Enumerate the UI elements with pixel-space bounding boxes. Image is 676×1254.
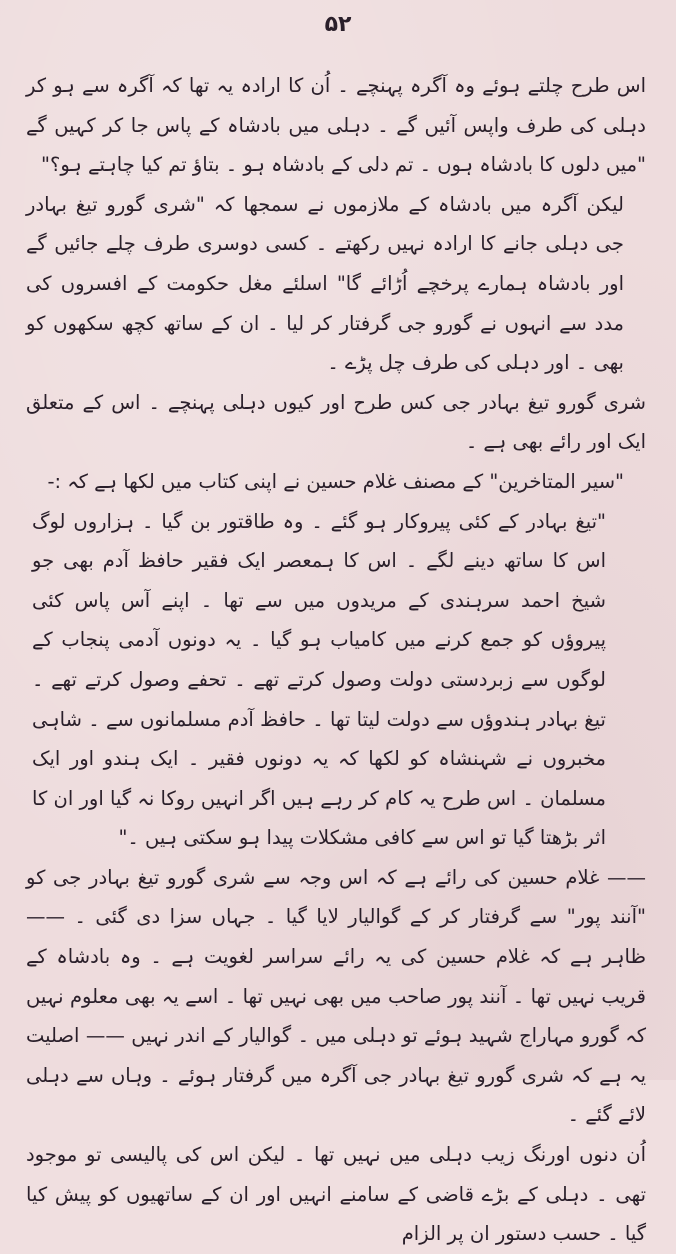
paragraph-agra-arrival: اس طرح چلتے ہوئے وہ آگرہ پہنچے ۔ اُن کا ارادہ یہ تھا کہ آگرہ سے ہو کر دہلی کی طرف واپس آئیں گے ۔ دہلی میں بادشاہ کے پاس جا کر کہیں گے "میں دلوں کا بادشاہ ہوں ۔ تم دلی کے بادشاہ ہو ۔ بتاؤ تم کیا چاہتے ہو؟" [26,74,646,177]
paragraph-arrest-in-agra: لیکن آگرہ میں بادشاہ کے ملازموں نے سمجھا کہ "شری گورو تیغ بہادر جی دہلی جانے کا ارادہ نہیں رکھتے ۔ کسی دوسری طرف چلے جائیں گے اور بادشاہ ہمارے پرخچے اُڑائے گا" اسلئے مغل حکومت کے افسروں کی مدد سے انہوں نے گورو جی گرفتار کر لیا ۔ ان کے ساتھ کچھ سکھوں کو بھی ۔ اور دہلی کی طرف چل پڑے ۔ [26,192,624,375]
page-number: ۵۲ [324,12,352,37]
paragraph-quoted-passage: "تیغ بہادر کے کئی پیروکار ہو گئے ۔ وہ طاقتور بن گیا ۔ ہزاروں لوگ اس کا ساتھ دینے لگے ۔ اس کا ہمعصر ایک فقیر حافظ آدم بھی جو شیخ احمد سرہندی کے مریدوں میں سے تھا ۔ اپنے آس پاس کئی پیروؤں کو جمع کرنے میں کامیاب ہو گیا ۔ یہ دونوں آدمی پنجاب کے لوگوں سے زبردستی دولت وصول کرتے تھے ۔ تحفے وصول کرتے تھے ۔ تیغ بہادر ہندوؤں سے دولت لیتا تھا ۔ حافظ آدم مسلمانوں سے ۔ شاہی مخبروں نے شہنشاہ کو لکھا کہ یہ دونوں فقیر ۔ ایک ہندو اور ایک مسلمان ۔ اس طرح یہ کام کر رہے ہیں اگر انہیں روکا نہ گیا اور ان کا اثر بڑھتا گیا تو اس سے کافی مشکلات پیدا ہو سکتی ہیں ۔" [32,509,606,850]
body-text [26,66,646,1254]
paragraph-aurangzeb-absence: اُن دنوں اورنگ زیب دہلی میں نہیں تھا ۔ لیکن اس کی پالیسی تو موجود تھی ۔ دہلی کے بڑے قاضی کے سامنے انہیں اور ان کے ساتھیوں کو پیش کیا گیا ۔ حسب دستور ان پر الزام [26,1143,646,1246]
paragraph-another-opinion: شری گورو تیغ بہادر جی کس طرح اور کیوں دہلی پہنچے ۔ اس کے متعلق ایک اور رائے بھی ہے ۔ [26,390,646,454]
paragraph-ghulam-husain-opinion: —— غلام حسین کی رائے ہے کہ اس وجہ سے شری گورو تیغ بہادر جی کو "آنند پور" سے گرفتار کر کے گوالیار لایا گیا ۔ جہاں سزا دی گئی ۔ —— ظاہر ہے کہ غلام حسین کی یہ رائے سراسر لغویت ہے ۔ وہ بادشاہ کے قریب نہیں تھا ۔ آنند پور صاحب میں بھی نہیں تھا ۔ اسے یہ بھی معلوم نہیں کہ گورو مہاراج شہید ہوئے تو دہلی میں ۔ گوالیار کے اندر نہیں —— اصلیت یہ ہے کہ شری گورو تیغ بہادر جی آگرہ میں گرفتار ہوئے ۔ وہاں سے دہلی لائے گئے ۔ [26,865,646,1127]
paragraph-siyar-citation: "سیر المتاخرین" کے مصنف غلام حسین نے اپنی کتاب میں لکھا ہے کہ :- [47,469,624,493]
